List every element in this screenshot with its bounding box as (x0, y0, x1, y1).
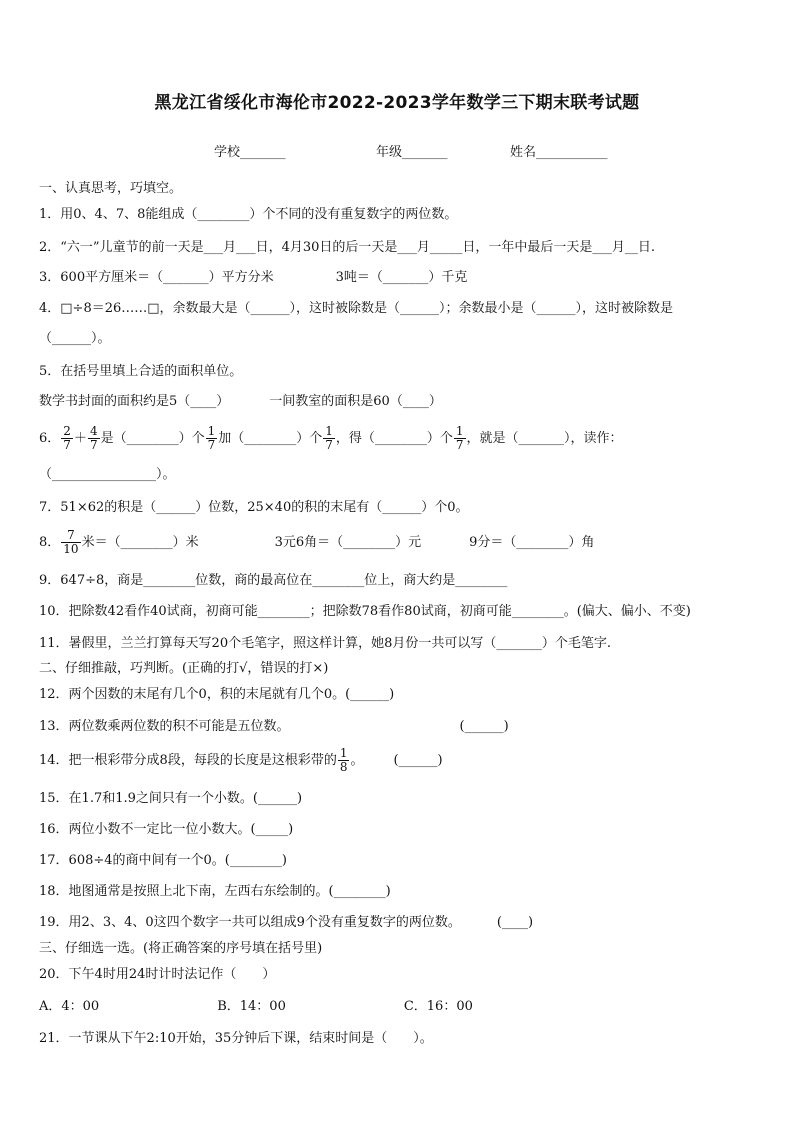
question-13-answer: (______) (459, 719, 509, 734)
question-12: 12．两个因数的末尾有几个0，积的末尾就有几个0。(______) (39, 687, 395, 702)
question-8-part-c: 9分＝（________）角 (469, 535, 595, 550)
plus-sign: ＋ (73, 431, 87, 446)
question-6-number: 6． (39, 431, 61, 446)
question-16: 16．两位小数不一定比一位小数大。(_____) (39, 822, 294, 837)
question-6-continued: （________________）。 (39, 467, 176, 482)
question-8-number: 8． (39, 535, 61, 550)
question-6-text-1: 是（________）个 (100, 431, 205, 446)
question-2: 2．“六一”儿童节的前一天是___月___日，4月30日的后一天是___月_____日，一年中最后一天是___月__日. (39, 240, 656, 255)
question-10: 10．把除数42看作40试商，初商可能________；把除数78看作80试商，初商可能________。(偏大、偏小、不变) (39, 604, 691, 619)
question-8-part-a: 米＝（________）米 (81, 535, 199, 550)
section-3-heading: 三、仔细选一选。(将正确答案的序号填在括号里) (39, 941, 323, 956)
question-13 (39, 718, 509, 736)
question-6-text-4: ，就是（_______），读作： (466, 431, 623, 446)
question-6 (39, 422, 623, 456)
question-8 (39, 526, 594, 560)
fraction-7-10: $\frac{7}{10}$ (63, 528, 79, 556)
fraction-4-7: $\frac{4}{7}$ (89, 424, 98, 452)
section-2-heading: 二、仔细推敲，巧判断。(正确的打√，错误的打×) (39, 661, 329, 676)
question-5: 5．在括号里填上合适的面积单位。 (39, 364, 243, 379)
name-field: 姓名___________ (510, 145, 608, 160)
question-14-answer: (______) (393, 753, 443, 768)
question-3 (39, 269, 467, 287)
question-6-text-2: 加（________）个 (218, 431, 323, 446)
question-6-text-3: ，得（________）个 (335, 431, 453, 446)
question-17: 17．608÷4的商中间有一个0。(________) (39, 853, 287, 868)
fraction-1-7: $\frac{1}{7}$ (455, 424, 464, 452)
question-5-item-a: 数学书封面的面积约是5（____） (39, 394, 230, 409)
question-1: 1．用0、4、7、8能组成（________）个不同的没有重复数字的两位数。 (39, 207, 458, 222)
question-20-options (39, 998, 473, 1016)
fraction-1-7: $\frac{1}{7}$ (207, 424, 216, 452)
question-5-items (39, 393, 442, 411)
question-19-text: 19．用2、3、4、0这四个数字一共可以组成9个没有重复数字的两位数。 (39, 915, 461, 930)
question-15: 15．在1.7和1.9之间只有一个小数。(______) (39, 791, 303, 806)
question-19-answer: (____) (496, 915, 534, 930)
fraction-2-7: $\frac{2}{7}$ (63, 424, 71, 452)
question-3-part-b: 3吨＝（_______）千克 (335, 270, 468, 285)
question-8-part-b: 3元6角＝（________）元 (274, 535, 422, 550)
page-title: 黑龙江省绥化市海伦市2022-2023学年数学三下期末联考试题 (154, 93, 640, 113)
question-14 (39, 744, 443, 778)
question-13-text: 13．两位数乘两位数的积不可能是五位数。 (39, 719, 290, 734)
option-a: A．4：00 (39, 999, 100, 1014)
section-1-heading: 一、认真思考，巧填空。 (39, 181, 183, 196)
question-11: 11．暑假里，兰兰打算每天写20个毛笔字，照这样计算，她8月份一共可以写（_______）个毛笔字. (39, 636, 611, 651)
school-field: 学校_______ (214, 145, 286, 160)
question-4: 4．□÷8＝26……□，余数最大是（______），这时被除数是（______）；余数最小是（______），这时被除数是 (39, 301, 674, 316)
question-3-part-a: 3．600平方厘米＝（_______）平方分米 (39, 270, 274, 285)
option-c: C．16：00 (403, 999, 473, 1014)
question-20: 20．下午4时用24时计时法记作（ ） (39, 967, 276, 982)
question-14-period: 。 (350, 753, 364, 768)
fraction-1-7: $\frac{1}{7}$ (325, 424, 333, 452)
grade-field: 年级_______ (376, 145, 448, 160)
question-14-text: 14．把一根彩带分成8段，每段的长度是这根彩带的 (39, 753, 337, 768)
fraction-1-8: $\frac{1}{8}$ (339, 746, 348, 774)
question-19 (39, 914, 533, 932)
question-21: 21．一节课从下午2:10开始，35分钟后下课，结束时间是（ ）。 (39, 1031, 433, 1046)
option-b: B．14：00 (217, 999, 286, 1014)
question-5-item-b: 一间教室的面积是60（____） (269, 394, 442, 409)
question-18: 18．地图通常是按照上北下南，左西右东绘制的。(________) (39, 884, 391, 899)
question-9: 9．647÷8，商是________位数，商的最高位在________位上，商大约是________ (39, 573, 508, 588)
question-7: 7．51×62的积是（______）位数，25×40的积的末尾有（______）个0。 (39, 500, 469, 515)
question-4-continued: （______）。 (39, 331, 111, 346)
